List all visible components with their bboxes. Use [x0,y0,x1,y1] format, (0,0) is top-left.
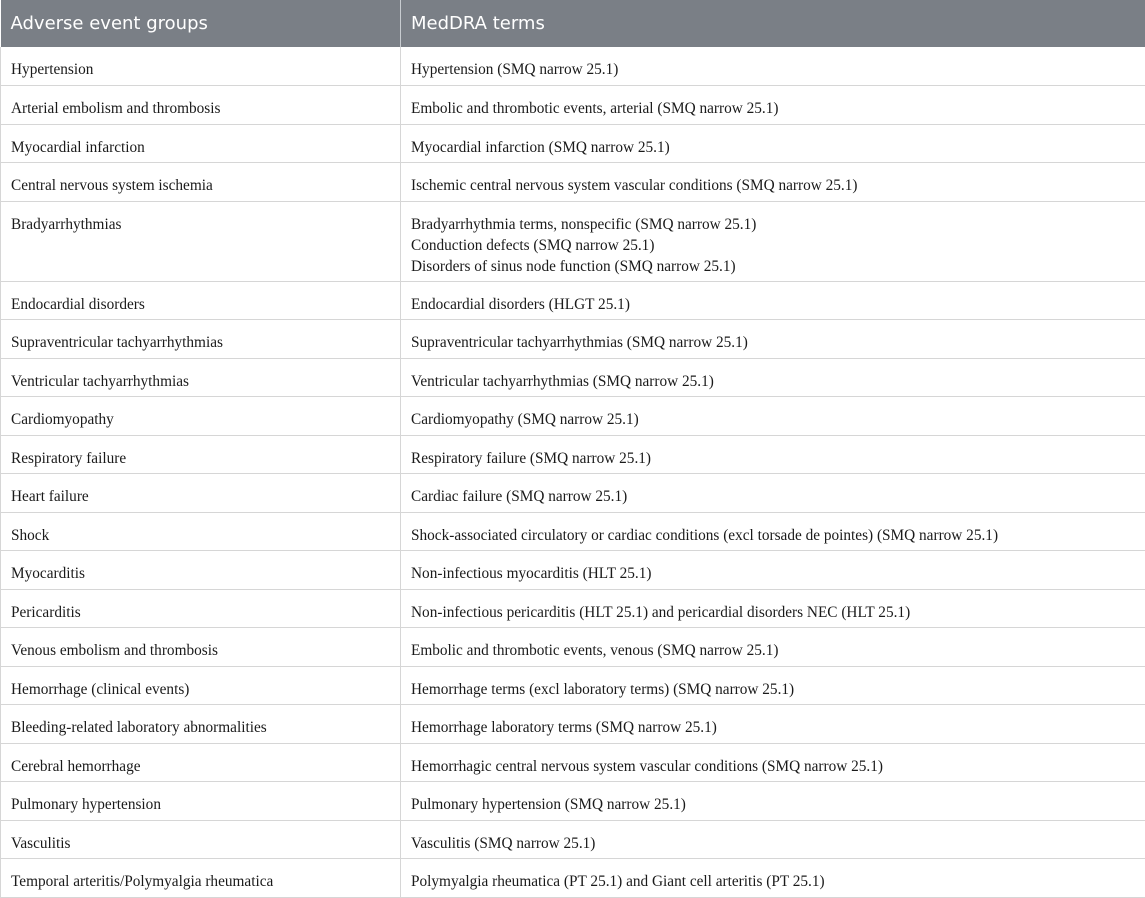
header-adverse-event-groups: Adverse event groups [1,0,401,47]
table-row [1,589,1145,628]
table-row [1,666,1145,705]
meddra-terms-cell [401,163,1145,202]
meddra-term: Vasculitis (SMQ narrow 25.1) [411,834,596,852]
table-row [1,47,1145,86]
meddra-terms-cell [401,358,1145,397]
adverse-event-group-cell: Bradyarrhythmias [1,201,401,281]
meddra-term: Myocardial infarction (SMQ narrow 25.1) [411,138,670,156]
table-row [1,435,1145,474]
meddra-terms-cell [401,782,1145,821]
adverse-event-group-cell: Arterial embolism and thrombosis [1,86,401,125]
meddra-terms-cell [401,589,1145,628]
meddra-terms-cell [401,320,1145,359]
adverse-event-group-cell: Bleeding-related laboratory abnormalities [1,705,401,744]
adverse-event-group-cell: Myocarditis [1,551,401,590]
adverse-event-group-cell: Shock [1,512,401,551]
meddra-term: Hemorrhagic central nervous system vascular conditions (SMQ narrow 25.1) [411,757,883,775]
meddra-term: Embolic and thrombotic events, arterial (SMQ narrow 25.1) [411,100,779,117]
meddra-terms-cell [401,201,1145,281]
table-row [1,859,1145,898]
meddra-terms-cell [401,435,1145,474]
meddra-terms-cell [401,820,1145,859]
meddra-terms-cell [401,551,1145,590]
meddra-terms-cell [401,743,1145,782]
adverse-event-group-cell: Pulmonary hypertension [1,782,401,821]
meddra-term: Cardiac failure (SMQ narrow 25.1) [411,488,628,505]
meddra-terms-cell [401,47,1145,86]
meddra-term: Cardiomyopathy (SMQ narrow 25.1) [411,411,639,428]
meddra-term: Pulmonary hypertension (SMQ narrow 25.1) [411,796,686,813]
adverse-event-group-cell: Supraventricular tachyarrhythmias [1,320,401,359]
meddra-term: Ventricular tachyarrhythmias (SMQ narrow 25.1) [411,372,714,390]
table-row [1,705,1145,744]
adverse-event-group-cell: Venous embolism and thrombosis [1,628,401,667]
table-body [1,47,1145,897]
meddra-term: Disorders of sinus node function (SMQ narrow 25.1) [411,257,736,275]
table-row [1,163,1145,202]
adverse-event-group-cell: Endocardial disorders [1,281,401,320]
meddra-terms-cell [401,512,1145,551]
meddra-terms-cell [401,705,1145,744]
meddra-term: Conduction defects (SMQ narrow 25.1) [411,236,655,254]
meddra-terms-cell [401,666,1145,705]
meddra-term: Non-infectious myocarditis (HLT 25.1) [411,565,652,582]
meddra-terms-cell [401,859,1145,898]
meddra-term: Shock-associated circulatory or cardiac conditions (excl torsade de pointes) (SMQ narrow 25.1) [411,526,999,544]
meddra-term: Polymyalgia rheumatica (PT 25.1) and Giant cell arteritis (PT 25.1) [411,873,825,890]
header-meddra-terms: MedDRA terms [401,0,1145,47]
meddra-term: Hemorrhage terms (excl laboratory terms) (SMQ narrow 25.1) [411,680,795,698]
meddra-term: Bradyarrhythmia terms, nonspecific (SMQ narrow 25.1) [411,215,757,233]
adverse-event-group-cell: Respiratory failure [1,435,401,474]
meddra-terms-cell [401,474,1145,513]
meddra-term: Embolic and thrombotic events, venous (SMQ narrow 25.1) [411,642,779,659]
header-row [1,0,1145,47]
adverse-event-group-cell: Pericarditis [1,589,401,628]
table-row [1,512,1145,551]
meddra-terms-cell [401,281,1145,320]
adverse-event-group-cell: Central nervous system ischemia [1,163,401,202]
table-row [1,124,1145,163]
table-row [1,820,1145,859]
adverse-event-group-cell: Temporal arteritis/Polymyalgia rheumatica [1,859,401,898]
table-row [1,782,1145,821]
meddra-terms-cell [401,124,1145,163]
table-row [1,743,1145,782]
table-row [1,281,1145,320]
meddra-term: Endocardial disorders (HLGT 25.1) [411,295,630,313]
meddra-term: Hypertension (SMQ narrow 25.1) [411,61,619,78]
table-row [1,320,1145,359]
meddra-term: Non-infectious pericarditis (HLT 25.1) and pericardial disorders NEC (HLT 25.1) [411,603,911,621]
meddra-term: Hemorrhage laboratory terms (SMQ narrow 25.1) [411,719,717,736]
adverse-event-group-cell: Myocardial infarction [1,124,401,163]
meddra-term: Respiratory failure (SMQ narrow 25.1) [411,449,652,467]
meddra-terms-cell [401,86,1145,125]
table-row [1,201,1145,281]
table-row [1,86,1145,125]
table-row [1,358,1145,397]
table-row [1,628,1145,667]
adverse-event-group-cell: Hemorrhage (clinical events) [1,666,401,705]
meddra-term: Supraventricular tachyarrhythmias (SMQ narrow 25.1) [411,334,748,351]
table-row [1,551,1145,590]
table-header [1,0,1145,47]
table-row [1,474,1145,513]
adverse-event-group-cell: Ventricular tachyarrhythmias [1,358,401,397]
adverse-event-group-cell: Cerebral hemorrhage [1,743,401,782]
adverse-event-group-cell: Heart failure [1,474,401,513]
adverse-event-group-cell: Vasculitis [1,820,401,859]
meddra-terms-cell [401,397,1145,436]
meddra-term: Ischemic central nervous system vascular conditions (SMQ narrow 25.1) [411,177,858,194]
adverse-event-group-cell: Cardiomyopathy [1,397,401,436]
adverse-event-group-cell: Hypertension [1,47,401,86]
table-row [1,397,1145,436]
meddra-terms-cell [401,628,1145,667]
